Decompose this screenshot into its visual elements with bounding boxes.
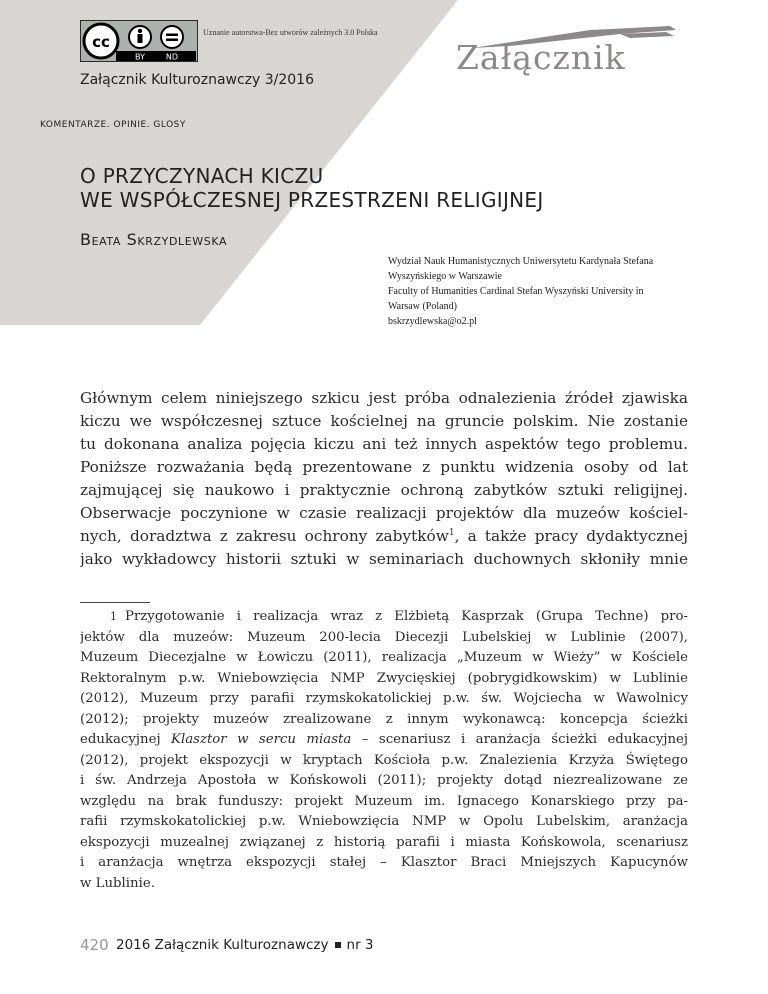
body-line: Głównym celem niniejszego szkicu jest próba odnalezienia źródeł zjawiska <box>80 389 688 407</box>
cc-license-badge[interactable] <box>80 20 198 62</box>
footnote-italic-title: Klasztor w sercu miasta <box>171 732 352 747</box>
footnote-line: (2012), projekt ekspozycji w kryptach Kościoła p.w. Znalezienia Krzyża Świętego <box>80 752 688 768</box>
author-affiliation <box>388 254 653 329</box>
page-footer <box>116 937 374 953</box>
article-title <box>80 164 544 212</box>
license-text[interactable]: Uznanie autorstwa-Bez utworów zależnych 3.0 Polska <box>203 28 378 37</box>
footnote <box>80 607 688 894</box>
footnote-line: w Lublinie. <box>80 875 155 891</box>
section-label: KOMENTARZE. OPINIE. GLOSY <box>40 120 186 130</box>
cc-nd-label: ND <box>165 52 179 62</box>
body-line: Poniższe rozważania będą prezentowane z punktu widzenia osoby od lat <box>80 458 688 476</box>
footer-journal-name: 2016 Załącznik Kulturoznawczy <box>116 937 329 953</box>
journal-issue: Załącznik Kulturoznawczy 3/2016 <box>80 72 315 88</box>
footnote-line: rafii rzymskokatolickiej p.w. Wniebowzięcia NMP w Opolu Lubelskim, aranżacja <box>80 814 688 829</box>
by-person-icon <box>138 29 142 33</box>
footer-issue: nr 3 <box>346 937 374 953</box>
article-body <box>80 387 688 571</box>
footnote-divider <box>80 602 150 603</box>
footnote-line: Muzeum Diecezjalne w Łowiczu (2011), realizacja „Muzeum w Wieży” w Kościele <box>80 650 688 665</box>
affiliation-line: Wydział Nauk Humanistycznych Uniwersytetu Kardynała Stefana <box>388 256 654 267</box>
cc-by-label: BY <box>135 52 145 62</box>
author-name: Beata Skrzydlewska <box>80 230 228 249</box>
author-email[interactable]: bskrzydlewska@o2.pl <box>388 316 477 327</box>
body-line: Obserwacje poczynione w czasie realizacji projektów dla muzeów kościel- <box>80 504 688 522</box>
footnote-line: jektów dla muzeów: Muzeum 200-lecia Diecezji Lubelskiej w Lublinie (2007), <box>80 629 688 645</box>
body-line: kiczu we współczesnej sztuce kościelnej na gruncie polskim. Nie zostanie <box>80 412 688 430</box>
footnote-line: względu na brak funduszy: projekt Muzeum im. Ignacego Konarskiego przy pa- <box>80 793 688 809</box>
page-number: 420 <box>80 936 109 954</box>
body-line: zajmującej się naukowo i praktycznie ochroną zabytków sztuki religijnej. <box>80 481 688 499</box>
affiliation-line: Faculty of Humanities Cardinal Stefan Wyszyński University in <box>388 286 644 297</box>
nd-equals-icon <box>166 34 178 37</box>
body-line-part: , a także pracy dydaktycznej <box>454 527 688 545</box>
footnote-line-text: Przygotowanie i realizacja wraz z Elżbietą Kasprzak (Grupa Techne) pro- <box>125 609 688 624</box>
footnote-line-part: edukacyjnej <box>80 732 172 747</box>
title-line: WE WSPÓŁCZESNEJ PRZESTRZENI RELIGIJNEJ <box>80 188 544 212</box>
footnote-line: i aranżacja wnętrza ekspozycji stałej – Klasztor Braci Mniejszych Kapucynów <box>80 855 688 870</box>
affiliation-line: Warsaw (Poland) <box>388 301 457 312</box>
body-line-part: nych, doradztwa z zakresu ochrony zabytków <box>80 527 449 545</box>
journal-logo: Załącznik <box>456 38 626 77</box>
body-line: tu dokonana analiza pojęcia kiczu ani też innych aspektów tego problemu. <box>80 435 688 453</box>
title-line: O PRZYCZYNACH KICZU <box>80 164 324 188</box>
footnote-line: ekspozycji muzealnej związanej z historią parafii i miasta Końskowola, scenariusz <box>80 834 688 850</box>
footnote-line: i św. Andrzeja Apostoła w Końskowoli (2011); projekty dotąd niezrealizowane ze <box>80 773 688 788</box>
bullet-square-icon <box>335 942 341 948</box>
footnote-line: (2012), Muzeum przy parafii rzymskokatolickiej p.w. św. Wojciecha w Wawolnicy <box>80 691 688 706</box>
footnote-line <box>80 607 688 628</box>
affiliation-line: Wyszyńskiego w Warszawie <box>388 271 502 282</box>
body-line: jako wykładowcy historii sztuki w seminariach duchownych skłoniły mnie <box>80 550 688 568</box>
footnote-line: (2012); projekty muzeów zrealizowane z innym wykonawcą: koncepcja ścieżki <box>80 711 688 727</box>
footnote-ref[interactable]: 1 <box>448 527 455 538</box>
cc-logo-text: cc <box>92 33 110 51</box>
footnote-line: Rektoralnym p.w. Wniebowzięcia NMP Zwycięskiej (pobrygidkowskim) w Lublinie <box>80 670 688 686</box>
footnote-number: 1 <box>110 610 117 623</box>
body-line <box>80 525 688 548</box>
footnote-line <box>80 730 688 751</box>
footnote-line-part: – scenariusz i aranżacja ścieżki edukacyjnej <box>351 732 688 747</box>
